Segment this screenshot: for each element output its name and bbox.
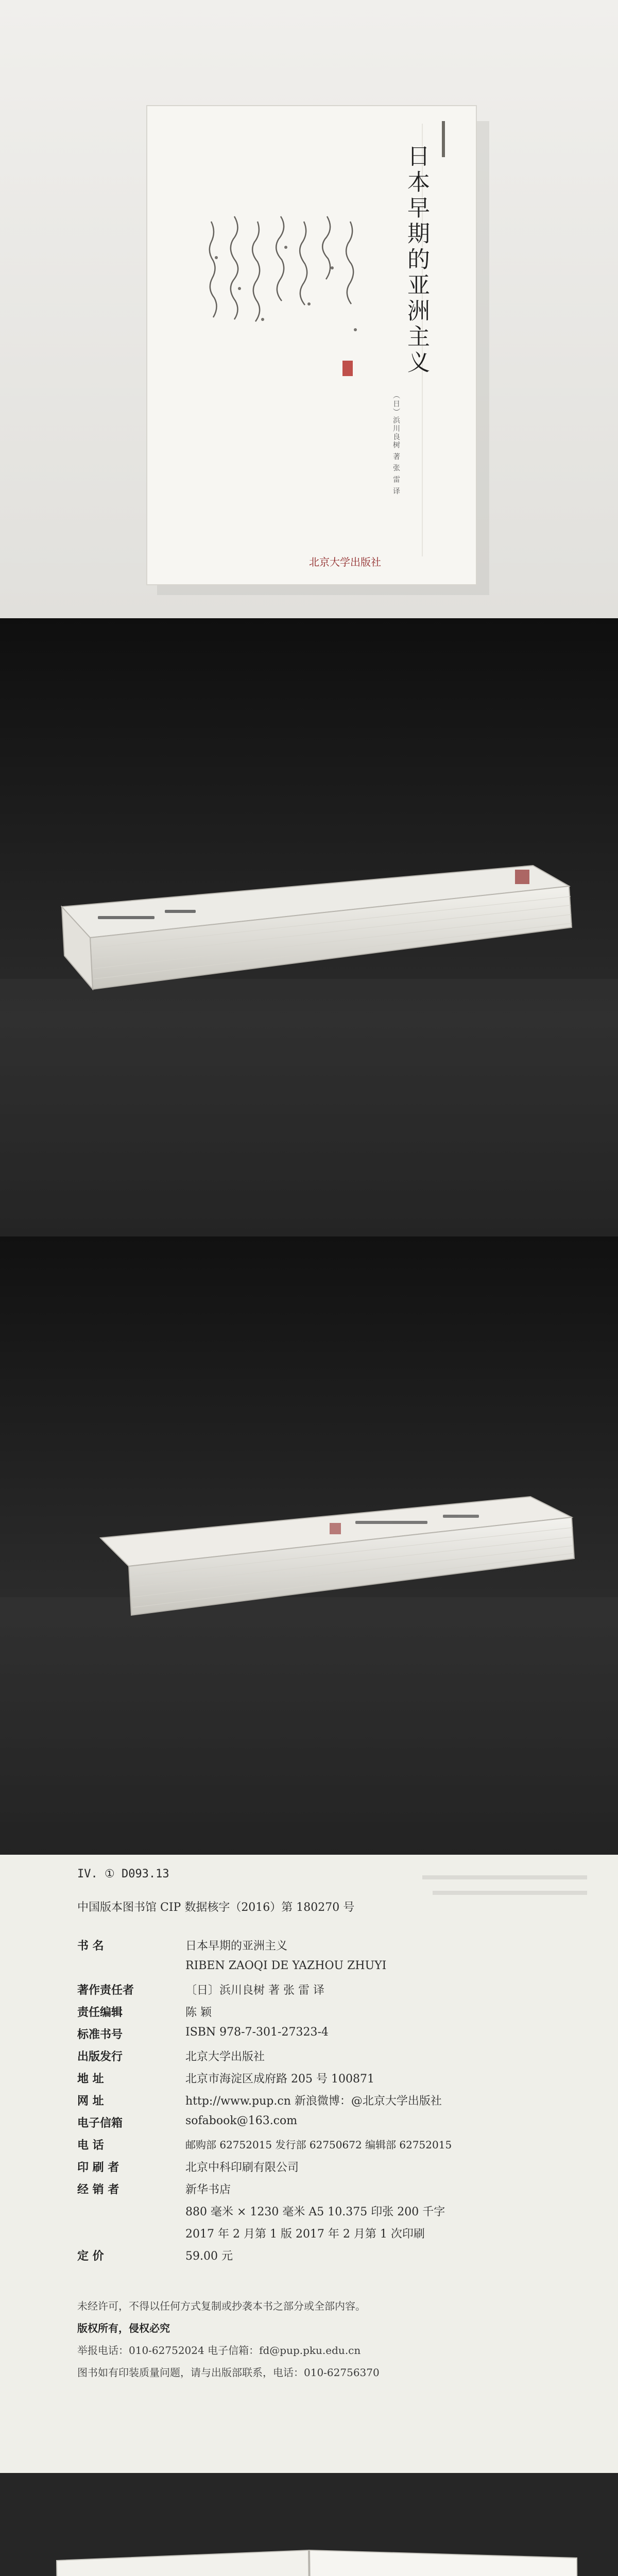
cover-publisher-seal: 北京大学出版社 [309, 556, 381, 568]
row-label: 印 刷 者 [77, 2161, 119, 2174]
row-label: 定 价 [77, 2249, 104, 2263]
row-label: 经 销 者 [77, 2183, 119, 2196]
panel-book-angle-2 [0, 1236, 618, 1855]
open-book-1-art [0, 2473, 618, 2576]
cover-author: （日）浜川良树 著 张 雷 译 [392, 392, 400, 496]
row-value: 880 毫米 × 1230 毫米 A5 10.375 印张 200 千字 [185, 2206, 445, 2218]
copyright-row [77, 2048, 572, 2070]
panel-copyright-page [0, 1855, 618, 2473]
copyright-row [77, 1937, 572, 1959]
copyright-top-small: IV. ① D093.13 [77, 1868, 169, 1880]
row-value: 日本早期的亚洲主义 [185, 1940, 288, 1953]
row-value: 北京大学出版社 [185, 2050, 265, 2063]
row-label: 著作责任者 [77, 1984, 134, 1997]
panel-open-book-1 [0, 2473, 618, 2576]
copyright-row [77, 2070, 572, 2092]
row-value: 邮购部 62752015 发行部 62750672 编辑部 62752015 [185, 2139, 452, 2151]
copyright-row [77, 2225, 572, 2247]
copyright-row [77, 1959, 572, 1981]
row-value: 2017 年 2 月第 1 版 2017 年 2 月第 1 次印刷 [185, 2228, 425, 2241]
copyright-row [77, 2181, 572, 2203]
copyright-row [77, 2247, 572, 2269]
copyright-footer [77, 2298, 582, 2379]
row-label: 网 址 [77, 2094, 104, 2108]
row-label: 书 名 [77, 1939, 104, 1953]
copyright-rows [77, 1937, 572, 2269]
panel-cover-photo [0, 0, 618, 618]
footer-line: 版权所有，侵权必究 [77, 2322, 170, 2334]
copyright-row [77, 2159, 572, 2181]
row-value: 〔日〕浜川良树 著 张 雷 译 [185, 1984, 324, 1997]
row-label: 标准书号 [77, 2028, 123, 2041]
copyright-cip-line: 中国版本图书馆 CIP 数据核字（2016）第 180270 号 [77, 1901, 355, 1914]
panel-book-angle-1 [0, 618, 618, 1236]
row-label [77, 2203, 185, 2225]
copyright-row [77, 2114, 572, 2137]
row-label: 电子信箱 [77, 2116, 123, 2130]
row-value: http://www.pup.cn 新浪微博：@北京大学出版社 [185, 2095, 442, 2108]
row-label [77, 2225, 185, 2247]
copyright-row [77, 2004, 572, 2026]
row-label: 出版发行 [77, 2050, 123, 2063]
cover-title: 日本早期的亚洲主义 [403, 144, 430, 376]
copyright-row [77, 2137, 572, 2159]
row-value: sofabook@163.com [185, 2114, 298, 2127]
footer-line: 图书如有印装质量问题，请与出版部联系，电话：010-62756370 [77, 2366, 380, 2379]
row-value: 陈 颖 [185, 2006, 212, 2019]
cover-photo-art [0, 0, 618, 618]
row-value: ISBN 978-7-301-27323-4 [185, 2026, 329, 2039]
row-value: 北京中科印刷有限公司 [185, 2161, 299, 2174]
copyright-row [77, 2026, 572, 2048]
copyright-row [77, 1981, 572, 2004]
footer-line: 举报电话：010-62752024 电子信箱：fd@pup.pku.edu.cn [77, 2344, 361, 2357]
book-angle-1-art [0, 618, 618, 1236]
row-value: 新华书店 [185, 2183, 231, 2196]
row-value: 北京市海淀区成府路 205 号 100871 [185, 2073, 374, 2086]
footer-line: 未经许可，不得以任何方式复制或抄袭本书之部分或全部内容。 [77, 2300, 366, 2312]
row-label: 地 址 [77, 2072, 104, 2086]
row-label [77, 1959, 185, 1981]
row-label: 电 话 [77, 2139, 104, 2152]
copyright-row [77, 2092, 572, 2114]
book-angle-2-art [0, 1236, 618, 1855]
copyright-row [77, 2203, 572, 2225]
row-value: 59.00 元 [185, 2250, 233, 2263]
row-label: 责任编辑 [77, 2006, 123, 2019]
row-value: RIBEN ZAOQI DE YAZHOU ZHUYI [185, 1959, 387, 1972]
